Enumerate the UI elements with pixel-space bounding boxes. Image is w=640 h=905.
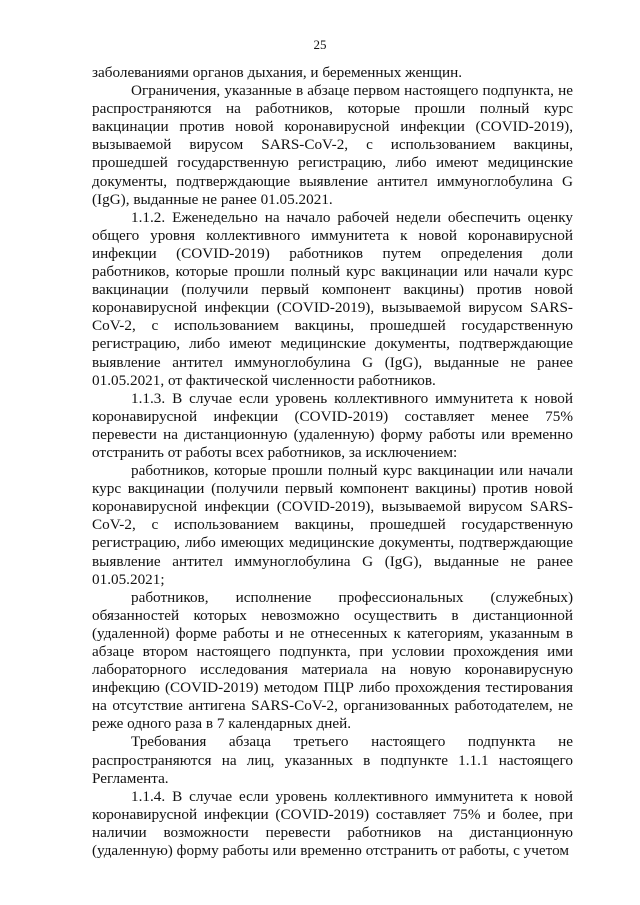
paragraph-exception-vaccinated: работников, которые прошли полный курс вакцинации или начали курс вакцинации (получили первый компонент вакцины) против новой коронавирусной инфекции (COVID-2019), вызываемой вирусом SARS-CoV-2, с использованием вакцины, прошедшей государственную регистрацию, либо имеющих медицинские документы, подтверждающие выявление антител иммуноглобулина G (IgG), выданные не ранее 01.05.2021; <box>92 462 573 588</box>
paragraph-exception-onsite: работников, исполнение профессиональных (служебных) обязанностей которых невозможно осуществить в дистанционной (удаленной) форме работы и не отнесенных к категориям, указанным в абзаце втором настоящего подпункта, при условии прохождения ими лабораторного исследования материала на новую коронавирусную инфекцию (COVID-2019) методом ПЦР либо прохождения тестирования на отсутствие антигена SARS-CoV-2, организованных работодателем, не реже одного раза в 7 календарных дней. <box>92 588 573 733</box>
document-body <box>92 64 573 860</box>
paragraph-continuation: заболеваниями органов дыхания, и беременных женщин. <box>92 64 463 81</box>
paragraph-1-1-3: 1.1.3. В случае если уровень коллективного иммунитета к новой коронавирусной инфекции (COVID-2019) составляет менее 75% перевести на дистанционную (удаленную) форму работы или временно отстранить от работы всех работников, за исключением: <box>92 389 573 461</box>
paragraph-1-1-4: 1.1.4. В случае если уровень коллективного иммунитета к новой коронавирусной инфекции (COVID-2019) составляет 75% и более, при наличии возможности перевести работников на дистанционную (удаленную) форму работы или временно отстранить от работы, с учетом <box>92 787 573 860</box>
paragraph-1-1-2: 1.1.2. Еженедельно на начало рабочей недели обеспечить оценку общего уровня коллективного иммунитета к новой коронавирусной инфекции (COVID-2019) работников путем определения доли работников, которые прошли полный курс вакцинации или начали курс вакцинации (получили первый компонент вакцины) против новой коронавирусной инфекции (COVID-2019), вызываемой вирусом SARS-CoV-2, с использованием вакцины, прошедшей государственную регистрацию, либо имеют медицинские документы, подтверждающие выявление антител иммуноглобулина G (IgG), выданные не ранее 01.05.2021, от фактической численности работников. <box>92 208 573 389</box>
page-number: 25 <box>313 37 327 52</box>
paragraph-requirements-note: Требования абзаца третьего настоящего подпункта не распространяются на лиц, указанных в подпункте 1.1.1 настоящего Регламента. <box>92 733 573 787</box>
paragraph-restrictions-exemption: Ограничения, указанные в абзаце первом настоящего подпункта, не распространяются на работников, которые прошли полный курс вакцинации против новой коронавирусной инфекции (COVID-2019), вызываемой вирусом SARS-CoV-2, с использованием вакцины, прошедшей государственную регистрацию, либо имеют медицинские документы, подтверждающие выявление антител иммуноглобулина G (IgG), выданные не ранее 01.05.2021. <box>92 82 573 208</box>
